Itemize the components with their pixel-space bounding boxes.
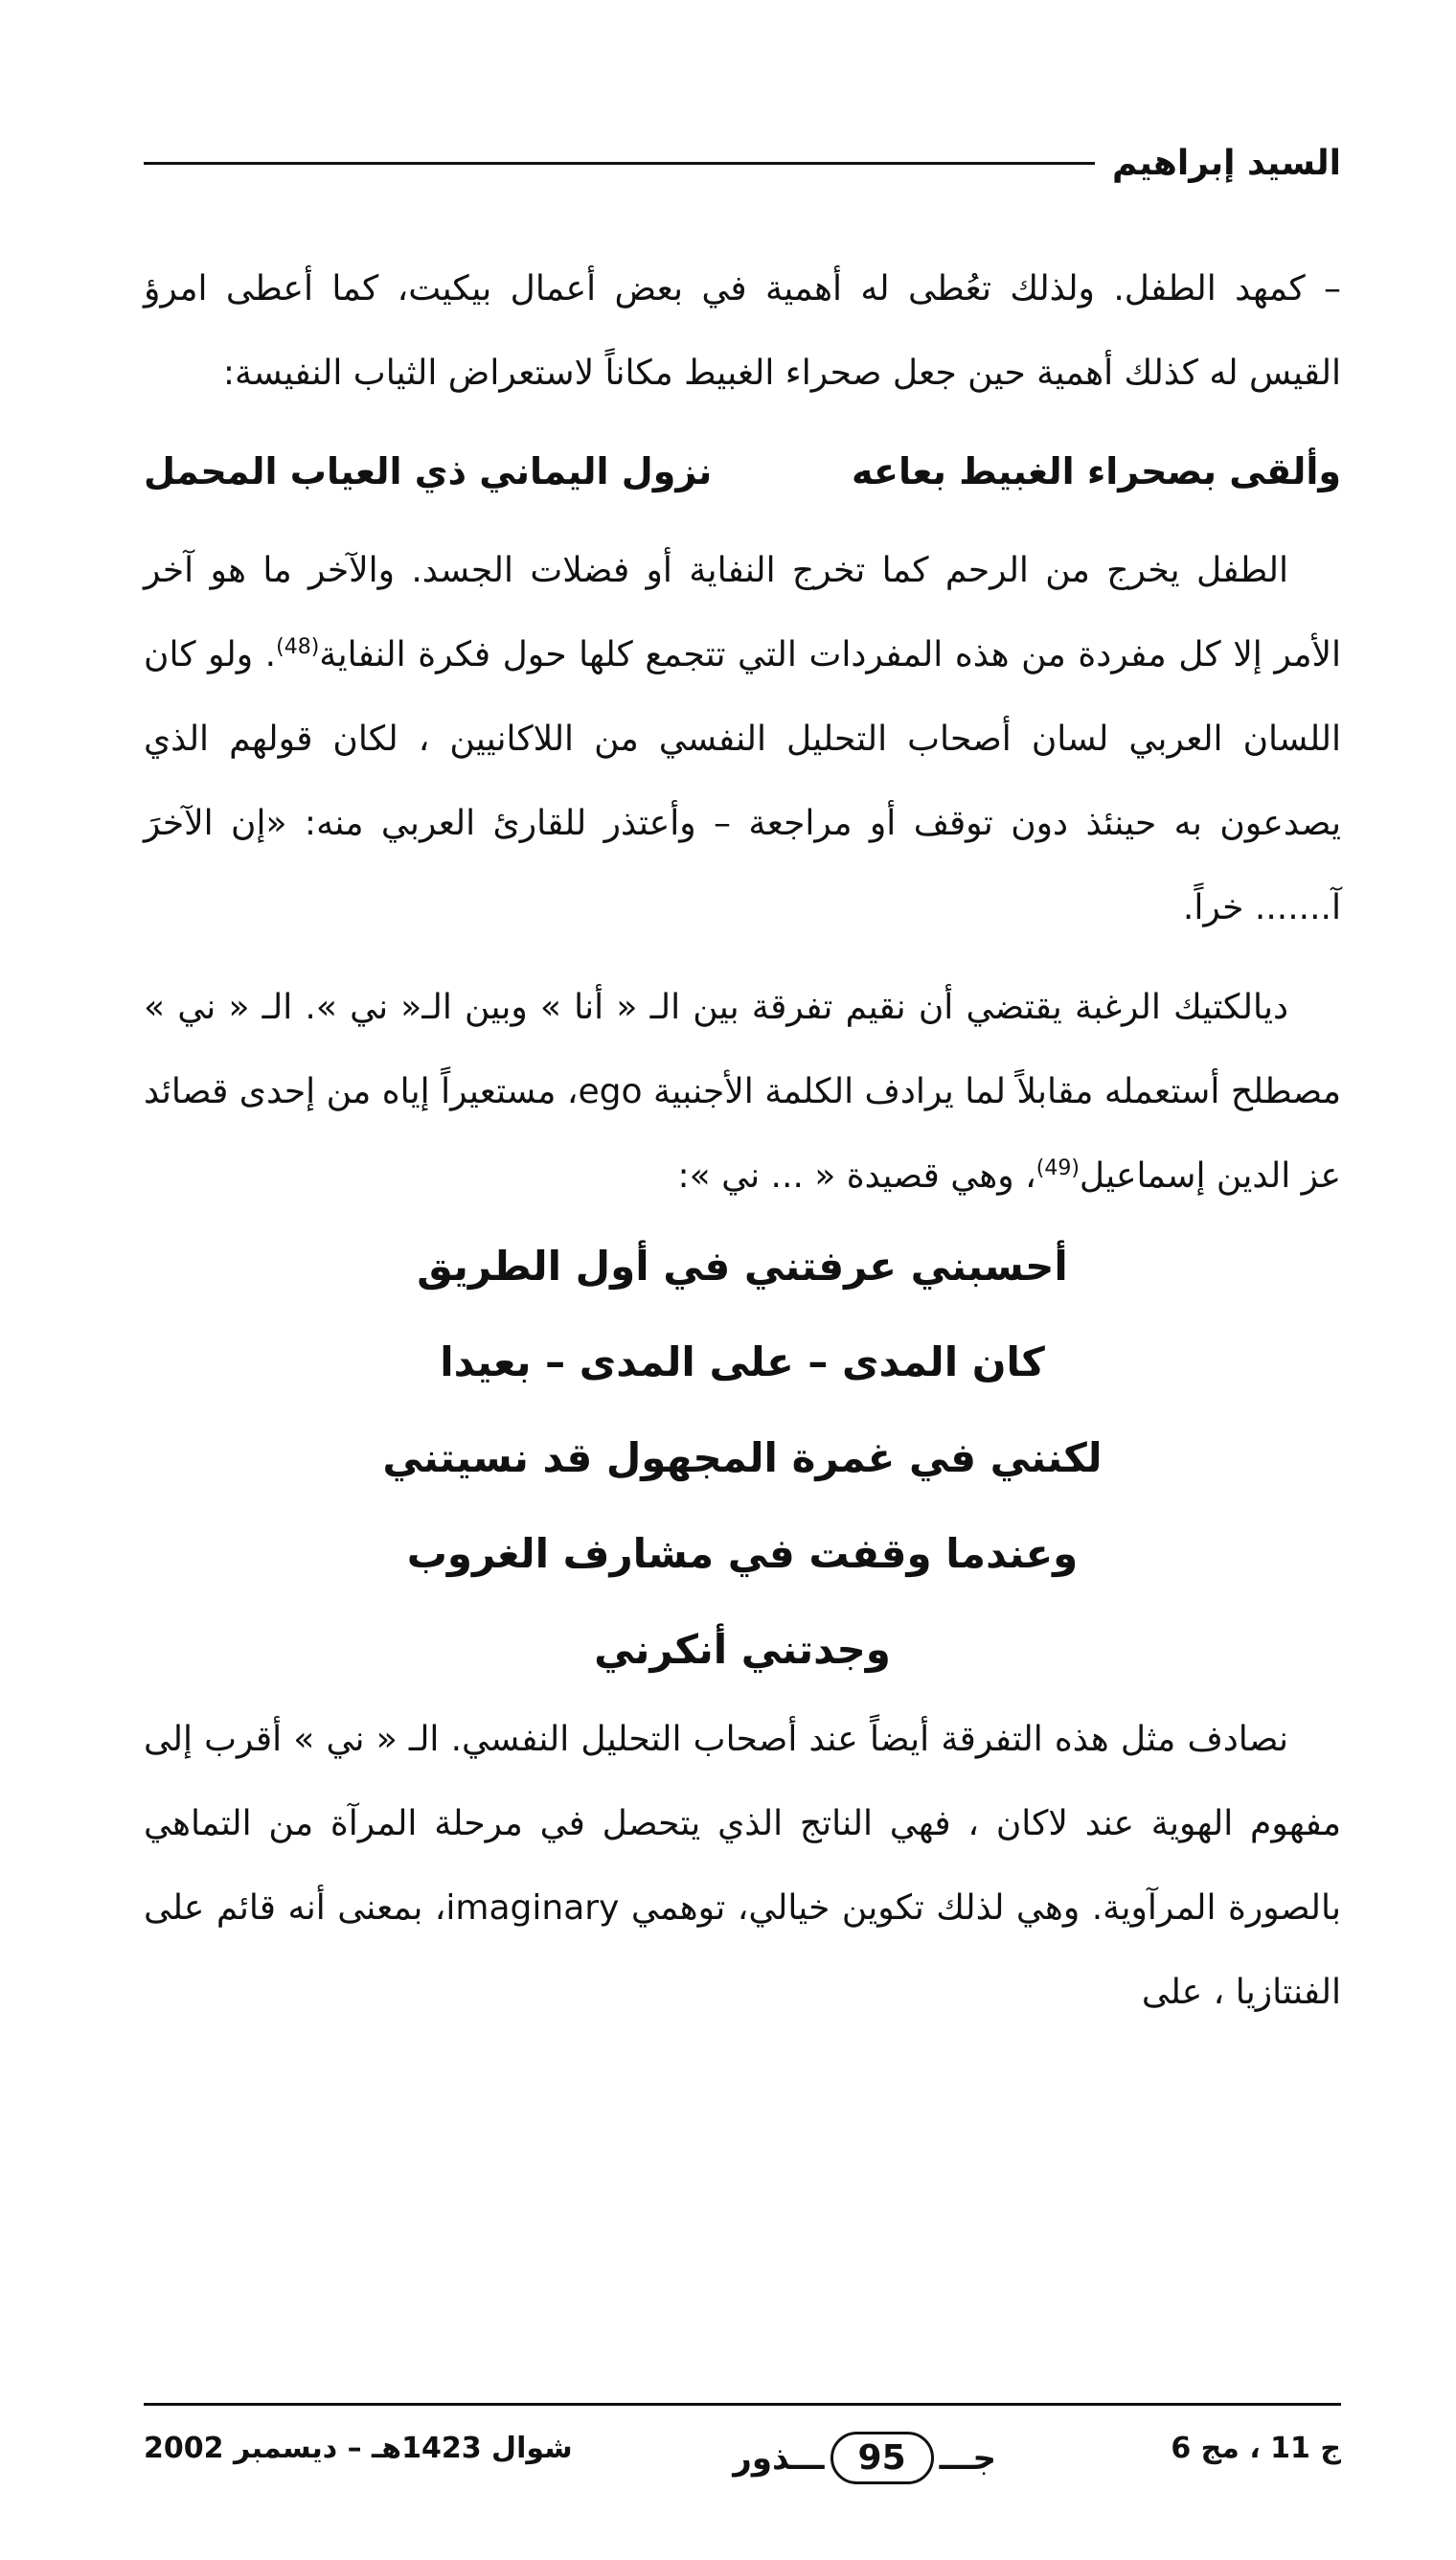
poem-line: وعندما وقفت في مشارف الغروب	[406, 1530, 1079, 1577]
verse-second-hemistich: نزول اليماني ذي العياب المحمل	[144, 450, 713, 492]
footnote-ref-48: (48)	[276, 635, 320, 659]
magazine-name-start: جـــ	[939, 2438, 996, 2478]
verse-line	[144, 429, 1341, 514]
paragraph-2	[144, 529, 1341, 950]
header-rule	[144, 162, 1095, 165]
footer-date: شوال 1423هـ – ديسمبر 2002	[144, 2432, 573, 2465]
paragraph-3-text-b: ، مستعيراً إياه من إحدى قصائد عز الدين إسماعيل	[144, 1072, 1341, 1196]
page-footer	[144, 2422, 1341, 2499]
paragraph-4-text-a: نصادف مثل هذه التفرقة أيضاً عند أصحاب التحليل النفسي. الـ « ني » أقرب إلى مفهوم الهوية عند لاكان ، فهي الناتج الذي يتحصل في مرحلة المرآة من التماهي بالصورة المرآوية. وهي لذلك تكوين خيالي، توهمي	[144, 1720, 1342, 1928]
verse-first-hemistich: وألقى بصحراء الغبيط بعاعه	[851, 450, 1341, 492]
paragraph-3	[144, 966, 1341, 1219]
page-header	[144, 134, 1341, 192]
paragraph-2-text-b: . ولو كان اللسان العربي لسان أصحاب التحليل النفسي من اللاكانيين ، لكان قولهم الذي يصدعون به حينئذ دون توقف أو مراجعة – وأعتذر للقارئ العربي منه: «إن الآخرَ آ....... خراً.	[144, 635, 1341, 927]
poem-line: لكنني في غمرة المجهول قد نسيتني	[382, 1434, 1103, 1481]
paragraph-4	[144, 1698, 1341, 2035]
paragraph-3-text-a: ديالكتيك الرغبة يقتضي أن نقيم تفرقة بين الـ « أنا » وبين الـ« ني ». الـ « ني » مصطلح أستعمله مقابلاً لما يرادف الكلمة الأجنبية	[144, 988, 1342, 1111]
poem-line: كان المدى – على المدى – بعيدا	[440, 1338, 1045, 1385]
page-number: 95	[830, 2432, 934, 2484]
paragraph-2-text-a: الطفل يخرج من الرحم كما تخرج النفاية أو فضلات الجسد. والآخر ما هو آخر الأمر إلا كل مفردة من هذه المفردات التي تتجمع كلها حول فكرة النفاية	[144, 551, 1342, 674]
term-ego: ego	[578, 1072, 643, 1111]
poem-block	[144, 1219, 1341, 1698]
paragraph-1: – كمهد الطفل. ولذلك تعُطى له أهمية في بعض أعمال بيكيت، كما أعطى امرؤ القيس له كذلك أهمية حين جعل صحراء الغبيط مكاناً لاستعراض الثياب النفيسة:	[144, 269, 1341, 393]
paragraph-3-text-c: ، وهي قصيدة « ... ني »:	[677, 1156, 1036, 1196]
header-author: السيد إبراهيم	[1112, 143, 1341, 183]
paragraph-4-text-b: ، بمعنى أنه قائم على الفنتازيا ، على	[144, 1888, 1341, 2012]
footer-issue: ج 11 ، مج 6	[1171, 2432, 1341, 2465]
page-content	[144, 247, 1341, 2035]
footer-magazine-name	[733, 2432, 996, 2484]
magazine-name-end: ـــذور	[733, 2438, 825, 2478]
footnote-ref-49: (49)	[1035, 1156, 1080, 1180]
term-imaginary: imaginary	[445, 1888, 620, 1928]
poem-line: وجدتني أنكرني	[594, 1626, 891, 1673]
footer-rule	[144, 2403, 1341, 2406]
poem-line: أحسبني عرفتني في أول الطريق	[417, 1243, 1068, 1290]
